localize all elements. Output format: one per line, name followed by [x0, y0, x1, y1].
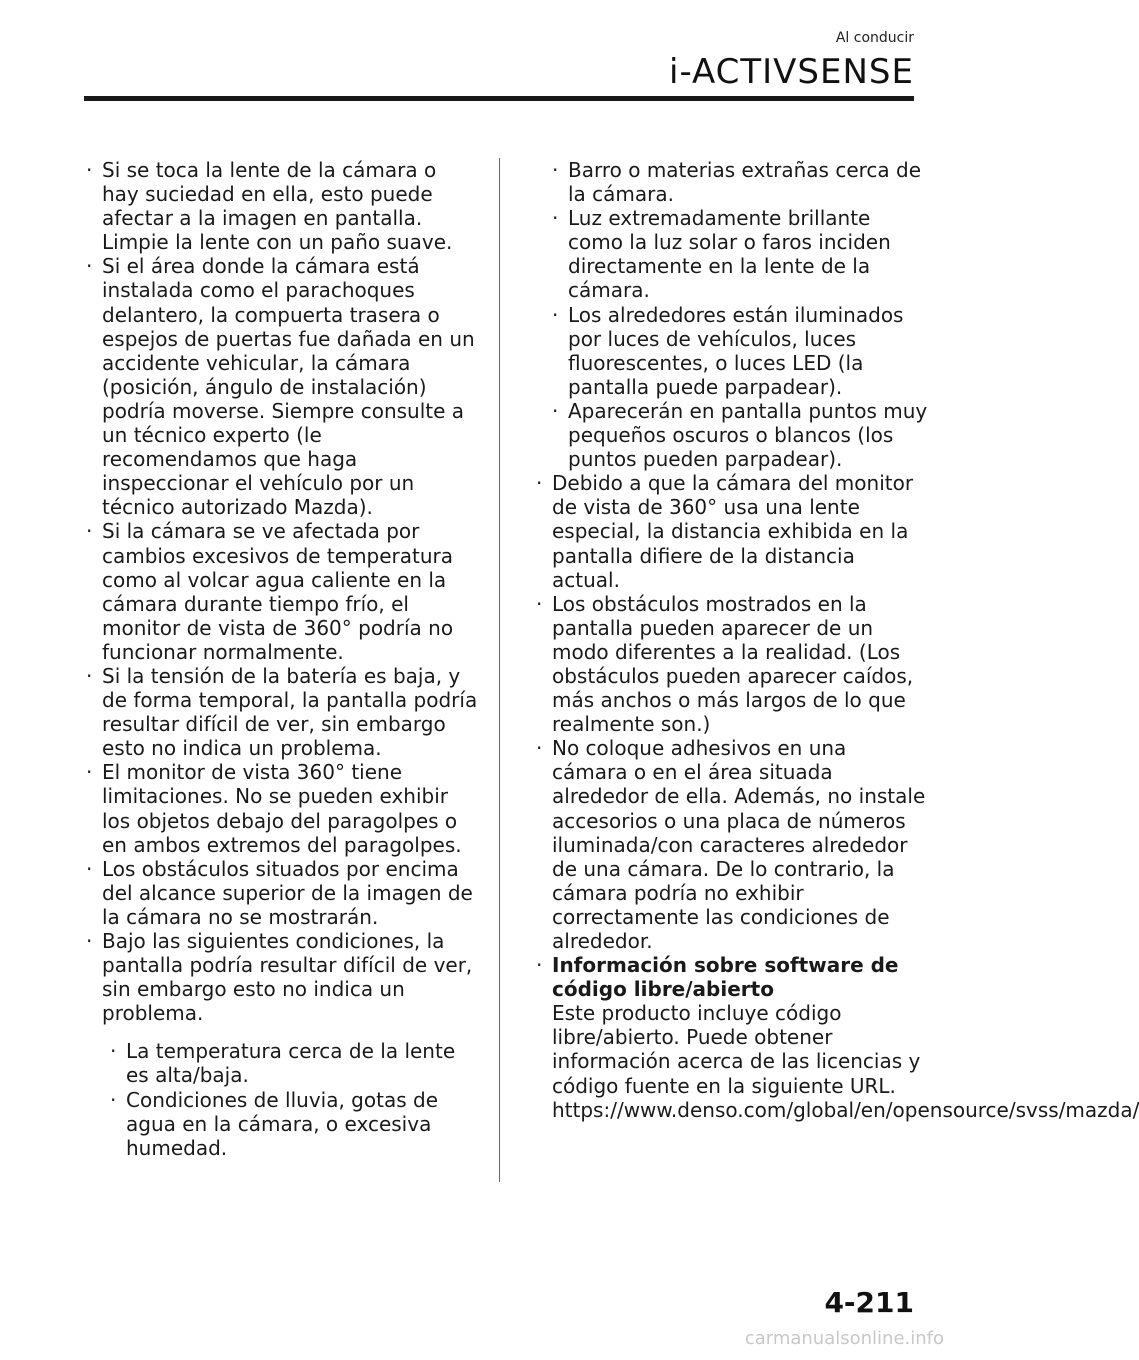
software-info-item — [528, 953, 1139, 1122]
software-info-text: Este producto incluye código libre/abierto. Puede obtener información acerca de las licencias y código fuente en la siguiente URL. — [552, 1001, 921, 1098]
list-item: · Los obstáculos situados por encima del alcance superior de la imagen de la cámara no se mostrarán. — [78, 857, 478, 929]
left-column — [78, 158, 478, 1160]
page-number: 4-211 — [824, 1286, 914, 1319]
column-divider — [499, 158, 500, 1182]
list-item: · No coloque adhesivos en una cámara o en el área situada alrededor de ella. Además, no instale accesorios o una placa de números iluminada/con caracteres alrededor de una cámara. De lo contrario, la cámara podría no exhibir correctamente las condiciones de alrededor. — [528, 736, 928, 953]
right-column — [528, 158, 1139, 1122]
source-url: https://www.denso.com/global/en/opensource/svss/mazda/ — [552, 1097, 1139, 1122]
list-item: · El monitor de vista 360° tiene limitaciones. No se pueden exhibir los objetos debajo del paragolpes o en ambos extremos del paragolpes. — [78, 760, 478, 856]
software-info-title: · Información sobre software de código libre/abierto — [552, 953, 899, 1002]
condition-sub-list — [78, 1039, 478, 1159]
bullet-list — [528, 471, 1139, 1122]
list-item: · Si la tensión de la batería es baja, y de forma temporal, la pantalla podría resultar difícil de ver, sin embargo esto no indica un problema. — [78, 664, 478, 760]
list-item: · Si el área donde la cámara está instalada como el parachoques delantero, la compuerta trasera o espejos de puertas fue dañada en un accidente vehicular, la cámara (posición, ángulo de instalación) podría moverse. Siempre consulte a un técnico experto (le recomendamos que haga inspeccionar el vehículo por un técnico autorizado Mazda). — [78, 254, 478, 519]
sub-list-item: · La temperatura cerca de la lente es alta/baja. — [78, 1039, 478, 1087]
sub-list-item: · Los alrededores están iluminados por luces de vehículos, luces fluorescentes, o luces LED (la pantalla puede parpadear). — [528, 303, 928, 399]
sub-list-item: · Barro o materias extrañas cerca de la cámara. — [528, 158, 928, 206]
condition-sub-list-continued — [528, 158, 928, 471]
section-label: Al conducir — [835, 30, 914, 46]
chapter-title: i-ACTIVSENSE — [669, 52, 914, 92]
header-divider — [84, 96, 914, 101]
sub-list-item: · Condiciones de lluvia, gotas de agua en la cámara, o excesiva humedad. — [78, 1088, 478, 1160]
sub-list-item: · Luz extremadamente brillante como la luz solar o faros inciden directamente en la lente de la cámara. — [528, 206, 928, 302]
list-item: · Bajo las siguientes condiciones, la pantalla podría resultar difícil de ver, sin embargo esto no indica un problema. — [78, 929, 478, 1025]
list-item: · Debido a que la cámara del monitor de vista de 360° usa una lente especial, la distancia exhibida en la pantalla difiere de la distancia actual. — [528, 471, 928, 591]
list-item: · Los obstáculos mostrados en la pantalla pueden aparecer de un modo diferentes a la realidad. (Los obstáculos pueden aparecer caídos, más anchos o más largos de lo que realmente son.) — [528, 592, 928, 737]
list-item: · Si la cámara se ve afectada por cambios excesivos de temperatura como al volcar agua caliente en la cámara durante tiempo frío, el monitor de vista de 360° podría no funcionar normalmente. — [78, 519, 478, 664]
bullet-list — [78, 158, 478, 1025]
watermark: carmanualsonline.info — [744, 1328, 944, 1349]
sub-list-item: · Aparecerán en pantalla puntos muy pequeños oscuros o blancos (los puntos pueden parpadear). — [528, 399, 928, 471]
list-item: · Si se toca la lente de la cámara o hay suciedad en ella, esto puede afectar a la imagen en pantalla. Limpie la lente con un paño suave. — [78, 158, 478, 254]
